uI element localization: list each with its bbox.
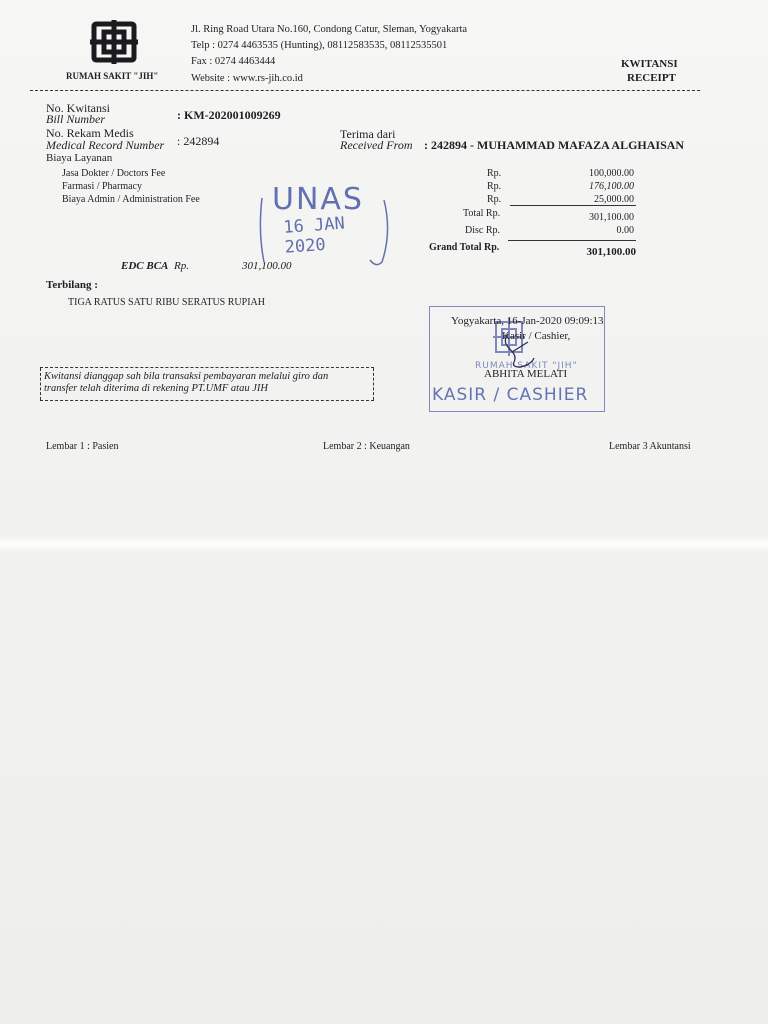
medical-record-label-en: Medical Record Number <box>46 138 165 152</box>
service-currency-pharmacy: Rp. <box>487 181 502 192</box>
service-amount-pharmacy: 176,100.00 <box>589 181 634 192</box>
received-from-label: Terima dari <box>340 127 396 141</box>
paid-stamp <box>258 182 394 268</box>
medical-record-label: No. Rekam Medis <box>46 126 134 140</box>
grand-total-line <box>508 240 636 241</box>
received-from-value: : 242894 - MUHAMMAD MAFAZA ALGHAISAN <box>424 138 685 152</box>
copy-3-label: Lembar 3 Akuntansi <box>609 441 691 452</box>
disc-value: 0.00 <box>616 225 634 236</box>
grand-total-value: 301,100.00 <box>586 246 636 258</box>
hospital-address: Jl. Ring Road Utara No.160, Condong Catur, Sleman, Yogyakarta <box>191 24 468 35</box>
cashier-stamp-top-text: RUMAH SAKIT "JIH" <box>475 361 578 371</box>
medical-record-value: : 242894 <box>177 134 220 148</box>
hospital-website: Website : www.rs-jih.co.id <box>191 73 303 84</box>
cashier-stamp-bottom-text: KASIR / CASHIER <box>432 385 589 405</box>
service-currency-doctor: Rp. <box>487 168 502 179</box>
signature-place-date: Yogyakarta, 16-Jan-2020 09:09:13 <box>451 315 604 327</box>
paid-stamp-text: UNAS <box>272 182 364 217</box>
disc-label: Disc Rp. <box>465 225 500 236</box>
total-label: Total Rp. <box>463 208 501 219</box>
total-value: 301,100.00 <box>589 212 634 223</box>
hospital-name: RUMAH SAKIT "JIH" <box>66 71 159 81</box>
payment-amount: 301,100.00 <box>242 260 292 272</box>
signature-role: Kasir / Cashier, <box>502 330 571 342</box>
note-line-1: Kwitansi dianggap sah bila transaksi pembayaran melalui giro dan <box>44 371 329 382</box>
service-amount-doctor: 100,000.00 <box>589 168 634 179</box>
subtotal-line <box>510 205 636 206</box>
bill-number-label-en: Bill Number <box>46 112 105 126</box>
service-amount-admin: 25,000.00 <box>594 194 634 205</box>
hospital-fax: Fax : 0274 4463444 <box>191 56 276 67</box>
paid-stamp-bracket-icon <box>258 192 394 268</box>
terbilang-value: TIGA RATUS SATU RIBU SERATUS RUPIAH <box>68 297 265 308</box>
copy-2-label: Lembar 2 : Keuangan <box>323 441 410 452</box>
hospital-phone: Telp : 0274 4463535 (Hunting), 08112583535, 08112535501 <box>191 40 448 51</box>
service-name-pharmacy: Farmasi / Pharmacy <box>62 181 142 192</box>
note-bottom-border <box>40 400 374 401</box>
service-currency-admin: Rp. <box>487 194 502 205</box>
receipt-title-id: KWITANSI <box>621 58 678 70</box>
received-from-label-en: Received From <box>340 138 413 152</box>
receipt-title-en: RECEIPT <box>627 72 676 84</box>
note-line-2: transfer telah diterima di rekening PT.UMF atau JIH <box>44 383 268 394</box>
payment-currency: Rp. <box>174 260 189 272</box>
copy-1-label: Lembar 1 : Pasien <box>46 441 119 452</box>
grand-total-label: Grand Total Rp. <box>429 242 500 253</box>
hospital-logo-icon <box>86 18 142 66</box>
signature-name: ABHITA MELATI <box>484 368 568 380</box>
payment-method: EDC BCA <box>121 260 169 272</box>
service-name-admin: Biaya Admin / Administration Fee <box>62 194 200 205</box>
bill-number-value: : KM-202001009269 <box>177 108 281 122</box>
paid-stamp-date: 16 JAN 2020 <box>282 213 346 258</box>
terbilang-label: Terbilang : <box>46 279 98 291</box>
bill-number-label: No. Kwitansi <box>46 101 110 115</box>
services-heading: Biaya Layanan <box>46 152 113 164</box>
header-divider <box>30 90 700 91</box>
paper-fold <box>0 535 768 553</box>
service-name-doctor: Jasa Dokter / Doctors Fee <box>62 168 166 179</box>
